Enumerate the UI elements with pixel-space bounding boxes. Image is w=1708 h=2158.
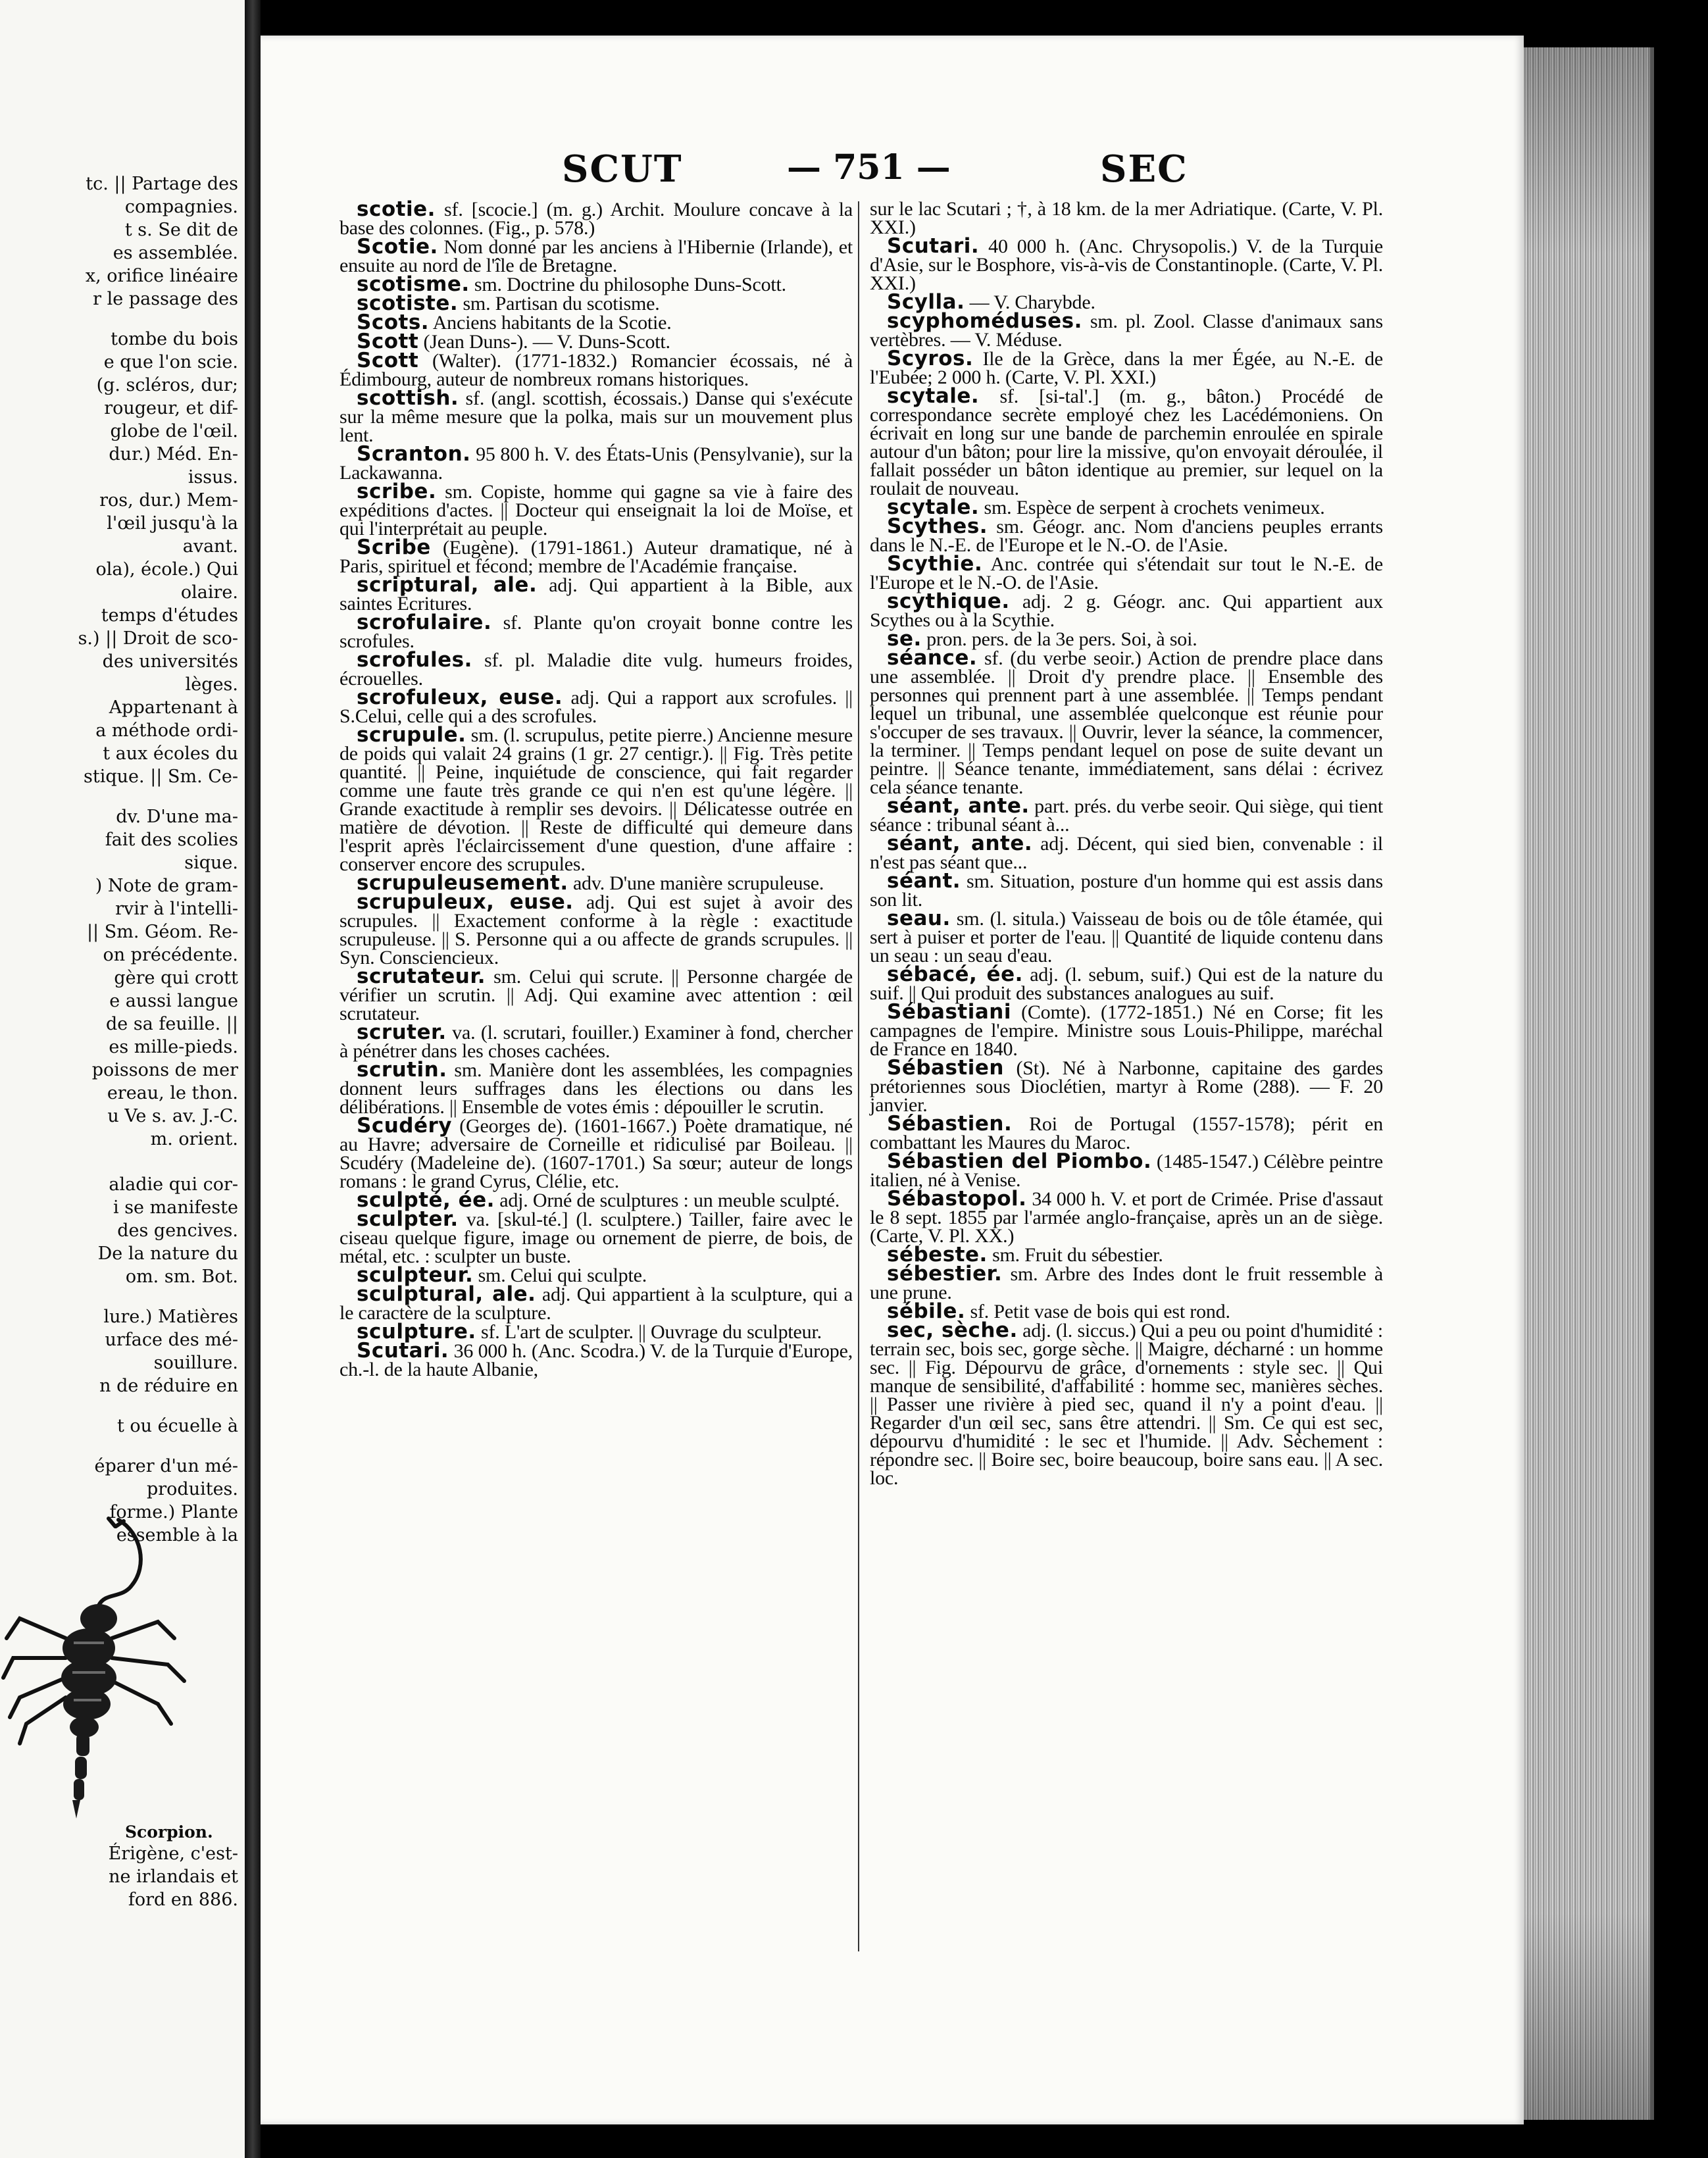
entry-headword: scrupuleux, euse.	[357, 890, 574, 914]
entries-column-left	[339, 197, 853, 1380]
dictionary-entry	[870, 646, 1383, 798]
column-rule	[858, 201, 859, 1951]
entry-headword: Scythes.	[887, 514, 988, 538]
previous-page-line: temps d'études	[101, 605, 238, 626]
entry-definition: sf. [si-tal'.] (m. g., bâton.) Procédé de correspondance secrète employé chez les Lacédémoniens. On écrivait en long sur une bande de parchemin enroulée en spirale autour d'un bâton; pour lire la missive, qu'on envoyait déroulée, il fallait posséder un bâton identique au premier, sur lequel on la roulait de nouveau.	[870, 386, 1383, 499]
previous-page-line: ) Note de gram-	[95, 876, 238, 896]
entry-definition: (St). Né à Narbonne, capitaine des gardes prétoriennes sous Dioclétien, martyr à Rome (288). — F. 20 janvier.	[870, 1057, 1383, 1116]
entry-definition: adj. Qui appartient à la sculpture, qui a le caractère de la sculpture.	[339, 1284, 853, 1324]
dictionary-entry	[339, 648, 853, 690]
entry-headword: sculpture.	[357, 1320, 476, 1343]
previous-page-line: u Ve s. av. J.-C.	[107, 1106, 238, 1126]
entry-headword: scytale.	[887, 384, 980, 408]
entry-definition: Anc. contrée qui s'étendait sur tout le N.-E. de l'Europe et le N.-O. de l'Asie.	[870, 553, 1383, 593]
entry-headword: sculpter.	[357, 1207, 459, 1231]
previous-page-line: ereau, le thon.	[107, 1083, 238, 1103]
previous-page-line: Appartenant à	[109, 697, 238, 718]
entry-headword: scrutin.	[357, 1058, 447, 1082]
previous-page-line: on précédente.	[103, 945, 238, 965]
previous-page-line: t aux écoles du	[103, 743, 238, 764]
entry-definition: sm. Copiste, homme qui gagne sa vie à faire des expéditions d'actes. || Docteur qui enseignait la loi de Moïse, et qui l'interprétait au peuple.	[339, 481, 853, 540]
entry-headword: Scott	[357, 330, 419, 353]
previous-page-line: t s. Se dit de	[124, 220, 238, 240]
dictionary-entry	[339, 1207, 853, 1267]
entry-definition: sm. Celui qui sculpte.	[473, 1265, 647, 1286]
entry-headword: scriptural, ale.	[357, 573, 538, 597]
entry-headword: scottish.	[357, 386, 459, 410]
previous-page-line: x, orifice linéaire	[85, 266, 238, 286]
previous-page-line: dv. D'une ma-	[116, 807, 238, 827]
entry-definition: part. prés. du verbe seoir. Qui siège, qui tient séance : tribunal séant à...	[870, 795, 1383, 836]
entry-definition: sm. pl. Zool. Classe d'animaux sans vertèbres. — V. Méduse.	[870, 311, 1383, 351]
entry-definition: (Walter). (1771-1832.) Romancier écossais, né à Édimbourg, auteur de nombreux romans historiques.	[339, 350, 853, 390]
dictionary-entry	[339, 613, 853, 651]
entry-headword: Scythie.	[887, 552, 983, 576]
previous-page-line: forme.) Plante	[109, 1502, 238, 1522]
entry-headword: Sébastopol.	[887, 1187, 1027, 1211]
entry-headword: scrupule.	[357, 723, 466, 747]
entry-definition: Ile de la Grèce, dans la mer Égée, au N.-E. de l'Eubée; 2 000 h. (Carte, V. Pl. XXI.)	[870, 348, 1383, 388]
entry-definition: sm. Manière dont les assemblées, les compagnies donnent leurs suffrages dans les élections ou dans les délibérations. || Ensemble de votes émis : dépouiller le scrutin.	[339, 1059, 853, 1118]
dictionary-page	[261, 36, 1524, 2124]
previous-page-line: tc. || Partage des	[86, 174, 238, 194]
entry-headword: sculpté, ée.	[357, 1188, 495, 1212]
entry-headword: séant.	[887, 869, 961, 893]
previous-page-line: sique.	[184, 853, 238, 873]
previous-page-line: i se manifeste	[113, 1197, 238, 1218]
entry-definition: adj. (l. siccus.) Qui a peu ou point d'humidité : terrain sec, bois sec, gorge sèche. || Maigre, décharné : un homme sec. || Fig. Dépourvu de grâce, d'ornements : style sec. || Qui manque de sensibilité, d'affabilité : homme sec, manières sèches. || Passer une rivière à pied sec, quand il n'y a point d'eau. || Regarder d'un œil sec, sans être attendri. || Sm. Ce qui est sec, dépourvu d'humidité : le sec et l'humide. || Adv. Sèchement : répondre sec. || Boire sec, boire beaucoup, boire sans eau. || A sec. loc.	[870, 1320, 1383, 1489]
entry-headword: scrupuleusement.	[357, 871, 568, 895]
dictionary-entry	[870, 349, 1383, 387]
entry-headword: Sébastien.	[887, 1112, 1013, 1136]
entry-headword: sculptural, ale.	[357, 1282, 536, 1306]
entry-headword: scytale.	[887, 495, 980, 519]
entry-definition: sm. Arbre des Indes dont le fruit ressemble à une prune.	[870, 1263, 1383, 1303]
entry-definition: sm. Fruit du sébestier.	[987, 1244, 1163, 1266]
dictionary-entry	[339, 1058, 853, 1118]
entry-headword: Scutari.	[357, 1339, 449, 1363]
page-number: — 751 —	[787, 147, 951, 188]
entry-definition: Roi de Portugal (1557-1578); périt en combattant les Maures du Maroc.	[870, 1113, 1383, 1153]
dictionary-entry	[870, 309, 1383, 351]
dictionary-entry	[870, 965, 1383, 1003]
entry-definition: — V. Charybde.	[965, 291, 1095, 313]
dictionary-entry	[870, 200, 1383, 237]
entry-definition: sm. Espèce de serpent à crochets venimeux.	[979, 497, 1325, 518]
previous-page-line: globe de l'œil.	[110, 421, 238, 441]
entry-definition: pron. pers. de la 3e pers. Soi, à soi.	[921, 628, 1197, 650]
previous-page-line: ford en 886.	[128, 1890, 238, 1910]
entry-definition: sf. Plante qu'on croyait bonne contre les scrofules.	[339, 612, 853, 652]
book-gutter	[245, 0, 261, 2158]
dictionary-entry	[339, 573, 853, 615]
entry-headword: scrofulaire.	[357, 611, 492, 634]
previous-page-line: stique. || Sm. Ce-	[84, 766, 238, 787]
previous-page-line: gère qui crott	[114, 968, 238, 988]
entry-definition: sf. pl. Maladie dite vulg. humeurs froides, écrouelles.	[339, 649, 853, 690]
previous-page-line: lèges.	[185, 674, 238, 695]
entry-definition: sf. L'art de sculpter. || Ouvrage du sculpteur.	[476, 1321, 822, 1343]
previous-page-line: e que l'on scie.	[103, 352, 238, 372]
dictionary-entry	[870, 1149, 1383, 1191]
dictionary-entry	[870, 592, 1383, 630]
entry-definition: adv. D'une manière scrupuleuse.	[568, 872, 824, 894]
dictionary-entry	[870, 1112, 1383, 1153]
entry-definition: va. [skul-té.] (l. sculptere.) Tailler, faire avec le ciseau quelque figure, image ou ornement de pierre, de bois, de métal, etc. : sculpter un buste.	[339, 1209, 853, 1267]
dictionary-entry	[339, 1114, 853, 1192]
entry-definition: (Comte). (1772-1851.) Né en Corse; fit les campagnes de l'empire. Ministre sous Louis-Philippe, maréchal de France en 1840.	[870, 1001, 1383, 1060]
entry-headword: scythique.	[887, 590, 1010, 613]
previous-page-line: compagnies.	[124, 197, 238, 217]
entry-definition: adj. Orné de sculptures : un meuble sculpté.	[494, 1190, 840, 1211]
previous-page-line: des gencives.	[117, 1220, 238, 1241]
entry-headword: scruter.	[357, 1020, 447, 1044]
previous-page-line: fait des scolies	[105, 830, 238, 850]
previous-page-line: olaire.	[180, 582, 238, 603]
entry-definition: adj. (l. sebum, suif.) Qui est de la nature du suif. || Qui produit des substances analogues au suif.	[870, 964, 1384, 1004]
previous-page-line: rougeur, et dif-	[104, 398, 238, 418]
entry-headword: scribe.	[357, 480, 437, 503]
entry-definition: (Eugène). (1791-1861.) Auteur dramatique, né à Paris, spirituel et fécond; membre de l'Académie française.	[339, 537, 853, 577]
previous-page-line: issus.	[188, 467, 238, 488]
dictionary-entry	[339, 351, 853, 389]
dictionary-entry	[339, 688, 853, 726]
previous-page-line: de sa feuille. ||	[106, 1014, 238, 1034]
previous-page-line: s.) || Droit de sco-	[78, 628, 238, 649]
entry-definition: (Jean Duns-). — V. Duns-Scott.	[418, 331, 670, 353]
dictionary-entry	[339, 723, 853, 875]
previous-page-line: poissons de mer	[91, 1060, 238, 1080]
dictionary-entry	[339, 442, 853, 484]
entry-headword: Sébastien del Piombo.	[887, 1149, 1152, 1173]
entry-definition: sm. Celui qui scrute. || Personne chargée de vérifier un scrutin. || Adj. Qui examine avec attention : œil scrutateur.	[339, 966, 853, 1024]
previous-page-line: || Sm. Géom. Re-	[86, 922, 238, 942]
entry-definition: sm. Doctrine du philosophe Duns-Scott.	[469, 274, 786, 295]
entry-definition: sf. (du verbe seoir.) Action de prendre place dans une assemblée. || Droit d'y prendre place. || Ensemble des personnes qui prennent part à une assemblée. || Temps pendant lequel un tribunal, une assemblée quelconque est réunie pour s'occuper de ses travaux. || Ouvrir, lever la séance, la commencer, la terminer. || Temps pendant lequel on pose de suite devant un peintre. || Séance tenante, immédiatement, sans délai : écrivez cela séance tenante.	[870, 647, 1383, 798]
entry-headword: sébile.	[887, 1299, 966, 1323]
dictionary-entry	[870, 794, 1383, 836]
entry-definition: sf. [scocie.] (m. g.) Archit. Moulure concave à la base des colonnes. (Fig., p. 578.)	[339, 199, 853, 239]
dictionary-entry	[870, 1318, 1383, 1489]
entry-headword: Scylla.	[887, 290, 965, 314]
dictionary-entry	[870, 1187, 1383, 1247]
entry-headword: seau.	[887, 907, 951, 930]
previous-page-line: essemble à la	[116, 1525, 238, 1545]
entry-headword: se.	[887, 627, 922, 651]
entry-definition: adj. Qui est sujet à avoir des scrupules. || Exactement conforme à la règle : exactitude scrupuleuse. || S. Personne qui a ou affecte de grands scrupules. || Syn. Consciencieux.	[339, 891, 853, 968]
previous-page-line: des universités	[102, 651, 238, 672]
entry-definition: (Georges de). (1601-1667.) Poète dramatique, né au Havre; adversaire de Corneille et ridiculisé par Boileau. || Scudéry (Madeleine de). (1607-1701.) Sa sœur; auteur de longs romans : le grand Cyrus, Clélie, etc.	[339, 1115, 853, 1192]
entry-headword: séance.	[887, 646, 978, 670]
dictionary-entry	[339, 967, 853, 1023]
previous-page-line: e aussi langue	[109, 991, 238, 1011]
entry-headword: scyphoméduses.	[887, 309, 1082, 333]
entry-headword: Scotie.	[357, 235, 438, 259]
previous-page-text	[0, 172, 238, 1547]
entry-headword: scotisme.	[357, 272, 470, 296]
entry-headword: séant, ante.	[887, 794, 1030, 818]
previous-page-line: tombe du bois	[111, 329, 238, 349]
entry-headword: Scots.	[357, 311, 430, 334]
entry-headword: Scudéry	[357, 1114, 452, 1138]
dictionary-entry	[870, 552, 1383, 593]
entry-definition: sm. (l. scrupulus, petite pierre.) Ancienne mesure de poids qui valait 24 grains (1 gr. 27 centigr.). || Fig. Très petite quantité. || Peine, inquiétude de conscience, qui fait regarder comme une faute très grande ce qui n'en est qu'une légère. || Grande exactitude à remplir ses devoirs. || Délicatesse outrée en matière de dévotion. || Reste de difficulté qui demeure dans l'esprit après l'éclaircissement d'une question, d'une affaire : conserver encore des scrupules.	[339, 724, 853, 875]
entry-headword: scrofuleux, euse.	[357, 686, 563, 709]
dictionary-entry	[339, 482, 853, 538]
dictionary-entry	[870, 1056, 1383, 1116]
entry-definition: sf. Petit vase de bois qui est rond.	[965, 1301, 1230, 1322]
dictionary-entry	[339, 1020, 853, 1062]
entry-headword: Scribe	[357, 536, 431, 559]
previous-page-line: Érigène, c'est-	[108, 1844, 238, 1864]
entry-definition: adj. 2 g. Géogr. anc. Qui appartient aux Scythes ou à la Scythie.	[870, 591, 1383, 631]
entry-headword: scotiste.	[357, 291, 459, 315]
dictionary-entry	[870, 1262, 1383, 1303]
entry-definition: Anciens habitants de la Scotie.	[429, 312, 672, 334]
previous-page-bottom-text	[0, 1842, 238, 1911]
previous-page-line: lure.) Matières	[103, 1307, 238, 1327]
entry-headword: scrofules.	[357, 648, 472, 672]
previous-page-line: De la nature du	[97, 1243, 238, 1264]
dictionary-entry	[339, 1339, 853, 1380]
entries-column-right	[870, 200, 1383, 1488]
entry-headword: sébestier.	[887, 1262, 1003, 1286]
page-edges-shade	[1524, 47, 1650, 2120]
entry-headword: Scutari.	[887, 234, 980, 258]
entry-headword: Scyros.	[887, 347, 974, 370]
previous-page-line: r le passage des	[93, 289, 238, 309]
entry-definition: adj. Qui a rapport aux scrofules. || S.Celui, celle qui a des scrofules.	[339, 687, 853, 727]
guide-word-left: SCUT	[562, 147, 683, 191]
entry-definition: (1485-1547.) Célèbre peintre italien, né à Venise.	[870, 1151, 1383, 1191]
entry-definition: 40 000 h. (Anc. Chrysopolis.) V. de la Turquie d'Asie, sur le Bosphore, vis-à-vis de Constantinople. (Carte, V. Pl. XXI.)	[870, 236, 1383, 294]
previous-page-line: éparer d'un mé-	[94, 1456, 238, 1476]
entry-headword: sébacé, ée.	[887, 963, 1023, 986]
dictionary-entry	[339, 235, 853, 276]
previous-page-line: dur.) Méd. En-	[109, 444, 238, 464]
previous-page-line: a méthode ordi-	[95, 720, 238, 741]
previous-page-line: produites.	[146, 1479, 238, 1499]
entry-definition: Nom donné par les anciens à l'Hibernie (Irlande), et ensuite au nord de l'île de Bretagne.	[339, 236, 853, 276]
entry-definition: sm. Situation, posture d'un homme qui est assis dans son lit.	[870, 870, 1383, 911]
previous-page-line: m. orient.	[150, 1129, 238, 1149]
dictionary-entry	[339, 890, 853, 968]
entry-definition: va. (l. scrutari, fouiller.) Examiner à fond, chercher à pénétrer dans les choses cachées.	[339, 1022, 853, 1062]
previous-page-line: aladie qui cor-	[109, 1174, 238, 1195]
previous-page-line: l'œil jusqu'à la	[107, 513, 238, 534]
previous-page-line: urface des mé-	[105, 1330, 238, 1350]
entry-headword: sculpteur.	[357, 1263, 474, 1287]
dictionary-entry	[870, 1000, 1383, 1060]
previous-page-fragment	[0, 0, 245, 2158]
entry-headword: séant, ante.	[887, 832, 1033, 855]
entry-definition: adj. Qui appartient à la Bible, aux saintes Écritures.	[339, 574, 853, 615]
previous-page-line: es mille-pieds.	[109, 1037, 238, 1057]
entry-definition: sf. (angl. scottish, écossais.) Danse qui s'exécute sur la même mesure que la polka, mais sur un mouvement plus lent.	[339, 388, 853, 446]
entry-definition: 36 000 h. (Anc. Scodra.) V. de la Turquie d'Europe, ch.-l. de la haute Albanie,	[339, 1340, 853, 1380]
previous-page-line: es assemblée.	[113, 243, 238, 263]
entry-headword: Sébastiani	[887, 1000, 1011, 1024]
previous-page-line: ne irlandais et	[109, 1867, 238, 1887]
entry-headword: Scott	[357, 349, 419, 372]
dictionary-entry	[339, 1282, 853, 1324]
dictionary-entry	[870, 869, 1383, 911]
dictionary-entry	[870, 514, 1383, 556]
entry-definition: sm. Partisan du scotisme.	[458, 293, 660, 314]
dictionary-entry	[870, 384, 1383, 499]
previous-page-line: t ou écuelle à	[116, 1416, 238, 1436]
previous-page-line: rvir à l'intelli-	[115, 899, 238, 919]
previous-page-line: n de réduire en	[99, 1376, 238, 1396]
previous-page-line: souillure.	[153, 1353, 238, 1373]
entry-definition: sm. (l. situla.) Vaisseau de bois ou de tôle étamée, qui sert à puiser et porter de l'eau. || Quantité de liquide contenu dans un seau : un seau d'eau.	[870, 908, 1383, 966]
dictionary-entry	[339, 538, 853, 576]
entry-headword: sébeste.	[887, 1243, 988, 1267]
dictionary-entry	[870, 909, 1383, 965]
previous-page-line: avant.	[182, 536, 238, 557]
dictionary-entry	[339, 197, 853, 239]
entry-definition: sm. Géogr. anc. Nom d'anciens peuples errants dans le N.-E. de l'Europe et le N.-O. de l'Asie.	[870, 516, 1383, 556]
entry-headword: scrutateur.	[357, 965, 486, 988]
previous-page-line: om. sm. Bot.	[125, 1267, 238, 1287]
dictionary-entry	[339, 386, 853, 446]
previous-page-line: ros, dur.) Mem-	[99, 490, 238, 511]
scorpion-illustration	[0, 1507, 197, 1822]
scorpion-caption: Scorpion.	[125, 1822, 213, 1842]
entry-headword: sec, sèche.	[887, 1318, 1018, 1342]
entry-definition: 95 800 h. V. des États-Unis (Pensylvanie), sur la Lackawanna.	[339, 443, 853, 484]
entry-headword: Scranton.	[357, 442, 471, 466]
entry-headword: Sébastien	[887, 1056, 1004, 1080]
previous-page-line: ola), école.) Qui	[95, 559, 238, 580]
previous-page-line: (g. scléros, dur;	[96, 375, 238, 395]
dictionary-entry	[870, 234, 1383, 294]
entry-headword: scotie.	[357, 197, 436, 221]
entry-definition: sur le lac Scutari ; †, à 18 km. de la mer Adriatique. (Carte, V. Pl. XXI.)	[870, 198, 1383, 238]
guide-word-right: SEC	[1100, 147, 1188, 191]
dictionary-entry	[870, 834, 1383, 872]
entry-definition: 34 000 h. V. et port de Crimée. Prise d'assaut le 8 sept. 1855 par l'armée anglo-française, après un an de siège. (Carte, V. Pl. XX.)	[870, 1188, 1383, 1247]
entry-definition: adj. Décent, qui sied bien, convenable : il n'est pas séant que...	[870, 833, 1383, 873]
